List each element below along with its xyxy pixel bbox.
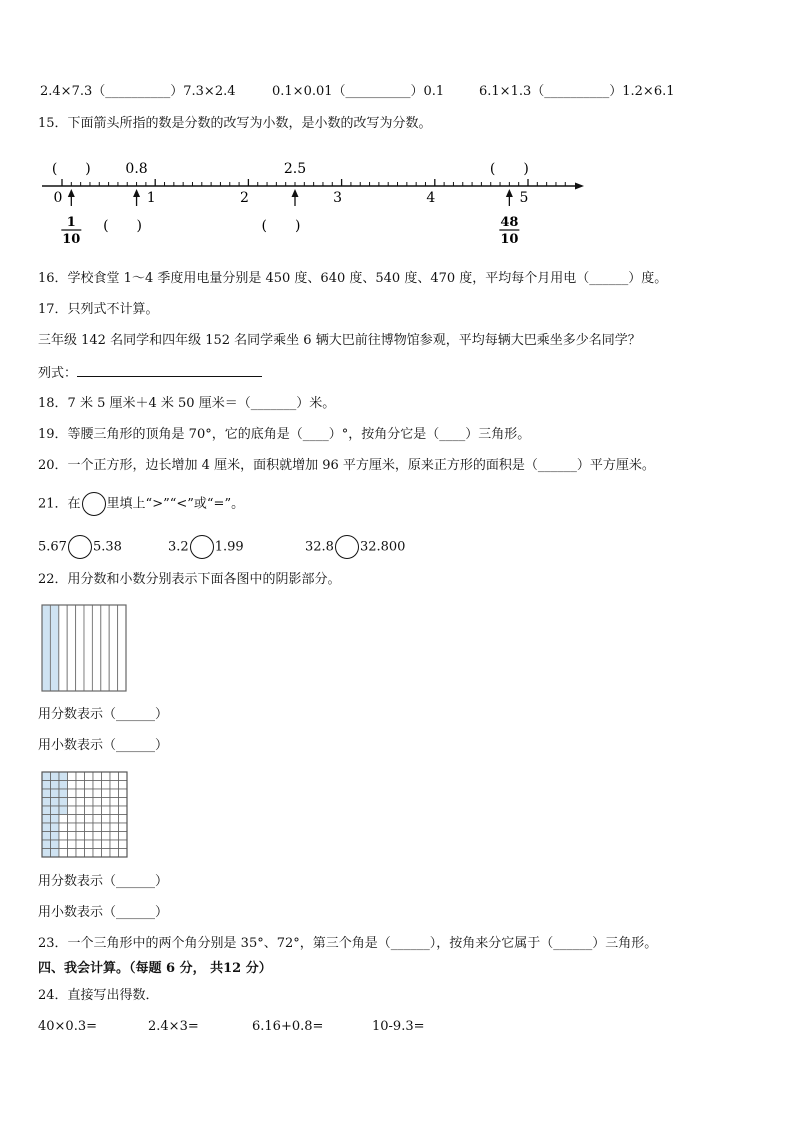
column: [59, 605, 67, 691]
grid-cell: [93, 781, 102, 790]
q20-text: 20．一个正方形，边长增加 4 厘米，面积就增加 96 平方厘米，原来正方形的面积是（______）平方厘米。: [38, 458, 655, 473]
grid-cell: [68, 840, 77, 849]
shaded-grid-cell: [42, 772, 51, 781]
number-line-axis: [42, 183, 584, 190]
arrow-top-label: 0.8: [125, 161, 148, 177]
grid-cell: [102, 798, 111, 807]
grid-cell: [119, 806, 128, 815]
q21-compare-circle-1[interactable]: [68, 535, 92, 559]
q24-item-1[interactable]: 40×0.3=: [38, 1019, 98, 1034]
grid-cell: [76, 781, 85, 790]
column: [109, 605, 117, 691]
shaded-grid-cell: [59, 798, 68, 807]
grid-cell: [110, 798, 119, 807]
grid-cell: [85, 781, 94, 790]
grid-cell: [119, 798, 128, 807]
q22-fig2-decimal: 用小数表示（______）: [38, 905, 169, 920]
grid-cell: [68, 823, 77, 832]
grid-cell: [76, 798, 85, 807]
grid-cell: [85, 840, 94, 849]
grid-cell: [119, 832, 128, 841]
q18-text: 18．7 米 5 厘米＋4 米 50 厘米＝（_______）米。: [38, 396, 336, 411]
q15-text: 15．下面箭头所指的数是分数的改写为小数，是小数的改写为分数。: [38, 116, 432, 131]
q24-title: 24．直接写出得数．: [38, 988, 159, 1003]
grid-cell: [76, 840, 85, 849]
grid-cell: [68, 798, 77, 807]
q23-text: 23．一个三角形中的两个角分别是 35°、72°，第三个角是（______），按角来分它属于（______）三角形。: [38, 936, 658, 951]
shaded-grid-cell: [51, 781, 60, 790]
grid-cell: [68, 815, 77, 824]
grid-cell: [102, 832, 111, 841]
grid-cell: [93, 798, 102, 807]
fraction-numerator: 1: [66, 215, 76, 230]
grid-cell: [93, 789, 102, 798]
shaded-grid-cell: [42, 781, 51, 790]
shaded-grid-cell: [51, 806, 60, 815]
arrow-top-label: ( ): [51, 161, 91, 177]
shaded-grid-cell: [42, 823, 51, 832]
grid-cell: [102, 781, 111, 790]
grid-cell: [59, 823, 68, 832]
shaded-grid-cell: [51, 798, 60, 807]
grid-cell: [102, 823, 111, 832]
shaded-strip-figure: [40, 603, 130, 695]
q24-item-2[interactable]: 2.4×3=: [148, 1019, 199, 1034]
grid-cell: [102, 840, 111, 849]
grid-cell: [76, 832, 85, 841]
shaded-grid-cell: [42, 832, 51, 841]
q17-title: 17．只列式不计算。: [38, 302, 159, 317]
q17-formula-blank[interactable]: [77, 363, 262, 377]
shaded-grid-cell: [42, 849, 51, 858]
grid-cell: [110, 815, 119, 824]
q14-item-3: 6.1×1.3（__________）1.2×6.1: [479, 84, 675, 99]
column: [101, 605, 109, 691]
q14-item-1: 2.4×7.3（__________）7.3×2.4: [40, 84, 236, 99]
q21-comparison-3: 32.8 32.800: [305, 535, 405, 559]
q22-fig2-fraction: 用分数表示（______）: [38, 874, 169, 889]
grid-cell: [85, 849, 94, 858]
grid-cell: [119, 823, 128, 832]
grid-cell: [119, 849, 128, 858]
column: [118, 605, 126, 691]
grid-cell: [93, 832, 102, 841]
grid-cell: [110, 840, 119, 849]
q21-circle-sample: [82, 492, 106, 516]
grid-cell: [85, 798, 94, 807]
grid-cell: [93, 849, 102, 858]
number-line-ticks: [62, 179, 565, 186]
shaded-grid-cell: [42, 815, 51, 824]
axis-arrowhead: [575, 183, 584, 190]
grid-cell: [85, 823, 94, 832]
arrow-bottom-label: ( ): [103, 218, 143, 234]
grid-cell: [110, 789, 119, 798]
arrow-top-label: ( ): [489, 161, 529, 177]
grid-cell: [76, 772, 85, 781]
grid-cell: [119, 772, 128, 781]
arrow-marker-2: [103, 161, 148, 234]
grid-cell: [110, 772, 119, 781]
grid-cell: [93, 772, 102, 781]
section-4-heading: 四、我会计算。（每题 6 分， 共12 分）: [38, 961, 272, 976]
grid-cell: [76, 823, 85, 832]
shaded-grid-cell: [51, 832, 60, 841]
arrow-head: [68, 189, 75, 197]
grid-cell: [110, 806, 119, 815]
q17-formula-label: 列式：: [38, 366, 78, 381]
grid-cell: [76, 789, 85, 798]
grid-cell: [119, 781, 128, 790]
grid-cell: [102, 772, 111, 781]
shaded-column: [50, 605, 58, 691]
q21-compare-circle-3[interactable]: [335, 535, 359, 559]
grid-cell: [76, 806, 85, 815]
q14-item-2: 0.1×0.01（__________）0.1: [272, 84, 445, 99]
column: [92, 605, 100, 691]
arrow-marker-3: [262, 161, 307, 234]
grid-cell: [93, 815, 102, 824]
grid-cell: [85, 832, 94, 841]
grid-cell: [76, 849, 85, 858]
number-line-major-labels: [54, 190, 529, 206]
grid-cell: [119, 815, 128, 824]
major-label-0: 0: [53, 190, 63, 206]
arrow-top-label: 2.5: [283, 161, 307, 177]
grid-cell: [59, 832, 68, 841]
grid-cell: [68, 806, 77, 815]
q21-compare-circle-2[interactable]: [190, 535, 214, 559]
shaded-grid-figure: [40, 770, 130, 860]
major-label-1: 1: [146, 190, 156, 206]
arrow-head: [133, 189, 140, 197]
grid-cell: [119, 840, 128, 849]
grid-cell: [68, 849, 77, 858]
grid-cell: [110, 823, 119, 832]
grid-cell: [68, 781, 77, 790]
grid-cell: [102, 815, 111, 824]
grid-cell: [68, 832, 77, 841]
number-line-arrows: [52, 161, 529, 247]
q24-item-4[interactable]: 10-9.3=: [372, 1019, 425, 1034]
shaded-grid-cell: [59, 789, 68, 798]
shaded-grid-cell: [51, 772, 60, 781]
fraction-denominator: 10: [500, 232, 519, 247]
arrow-head: [506, 189, 513, 197]
grid-cell: [76, 815, 85, 824]
q14-blank-3[interactable]: __________: [544, 84, 610, 99]
shaded-grid-cell: [59, 781, 68, 790]
shaded-grid-cell: [51, 840, 60, 849]
grid-cell: [59, 840, 68, 849]
grid-cell: [102, 806, 111, 815]
number-line: [0, 148, 794, 248]
grid-cell: [119, 789, 128, 798]
grid-cell: [85, 806, 94, 815]
shaded-grid-cell: [42, 789, 51, 798]
shaded-grid-cell: [42, 798, 51, 807]
grid-cell: [93, 823, 102, 832]
major-label-3: 3: [333, 190, 343, 206]
shaded-grid-cell: [42, 840, 51, 849]
grid-cell: [102, 789, 111, 798]
q21-comparison-1: 5.67 5.38: [38, 535, 122, 559]
shaded-column: [42, 605, 50, 691]
q16-text: 16．学校食堂 1～4 季度用电量分别是 450 度、640 度、540 度、470 度，平均每个月用电（______）度。: [38, 271, 668, 286]
grid-cell: [102, 849, 111, 858]
grid-cell: [110, 832, 119, 841]
shaded-grid-cell: [51, 815, 60, 824]
grid-cell: [93, 806, 102, 815]
grid-cell: [85, 815, 94, 824]
fraction-denominator: 10: [62, 232, 81, 247]
major-label-4: 4: [426, 190, 436, 206]
shaded-grid-cell: [59, 772, 68, 781]
fraction-numerator: 48: [500, 215, 519, 230]
grid-cell: [110, 781, 119, 790]
q14-blank-1[interactable]: __________: [105, 84, 171, 99]
q17-formula: [38, 363, 262, 383]
grid-cell: [85, 789, 94, 798]
arrow-bottom-label: ( ): [261, 218, 301, 234]
shaded-grid-cell: [51, 789, 60, 798]
grid-cell: [110, 849, 119, 858]
shaded-grid-cell: [42, 806, 51, 815]
shaded-grid-cell: [59, 806, 68, 815]
q22-fig1-fraction: 用分数表示（______）: [38, 707, 169, 722]
column: [67, 605, 75, 691]
major-label-2: 2: [239, 190, 249, 206]
q19-text: 19．等腰三角形的顶角是 70°，它的底角是（____）°，按角分它是（____）三角形。: [38, 427, 531, 442]
grid-cell: [93, 840, 102, 849]
arrow-head: [292, 189, 299, 197]
shaded-grid-cell: [51, 849, 60, 858]
grid-cell: [59, 849, 68, 858]
q24-item-3[interactable]: 6.16+0.8=: [252, 1019, 324, 1034]
q22-text: 22．用分数和小数分别表示下面各图中的阴影部分。: [38, 572, 341, 587]
q14-blank-2[interactable]: __________: [345, 84, 411, 99]
q21-comparison-2: 3.2 1.99: [168, 535, 244, 559]
q17-problem: 三年级 142 名同学和四年级 152 名同学乘坐 6 辆大巴前往博物馆参观，平均每辆大巴乘坐多少名同学？: [38, 333, 641, 348]
major-label-5: 5: [519, 190, 529, 206]
grid-cell: [68, 789, 77, 798]
column: [76, 605, 84, 691]
grid-cell: [59, 815, 68, 824]
q22-fig1-decimal: 用小数表示（______）: [38, 738, 169, 753]
column: [84, 605, 92, 691]
grid-cell: [85, 772, 94, 781]
shaded-grid-cell: [51, 823, 60, 832]
grid-cell: [68, 772, 77, 781]
q21-text: 21．在 里填上“>”“<”或“=”。: [38, 492, 244, 516]
